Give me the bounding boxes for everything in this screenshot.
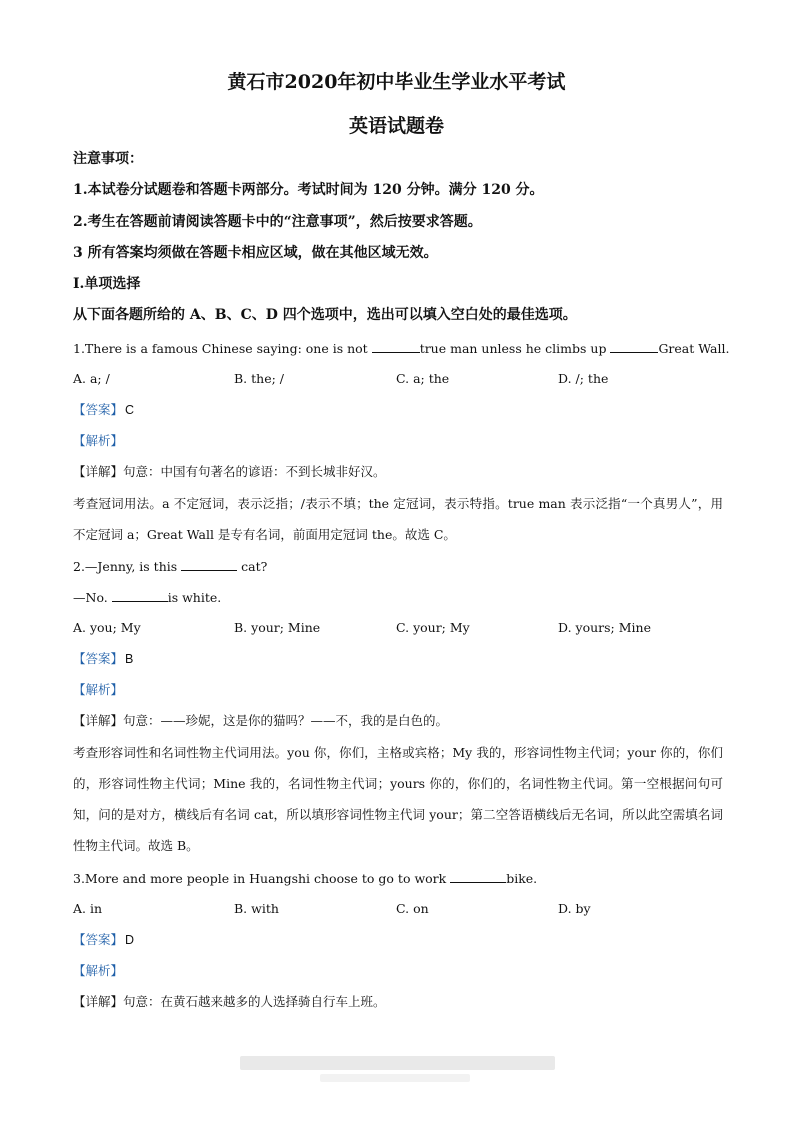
notice-item-1: 1.本试卷分试题卷和答题卡两部分。考试时间为 120 分钟。满分 120 分。 xyxy=(73,182,544,198)
question-1-stem xyxy=(73,340,729,357)
question-1-explanation: 考查冠词用法。a 不定冠词，表示泛指；/表示不填；the 定冠词，表示特指。true man 表示泛指“一个真男人”，用不定冠词 a；Great Wall 是专有名词，前面用定冠词 the。故选 C。 xyxy=(73,496,723,542)
answer-label: 【答案】 xyxy=(73,402,124,417)
question-3-stem xyxy=(73,870,537,887)
question-3-answer-value: D xyxy=(125,933,135,947)
question-1-text-b: true man unless he climbs up xyxy=(419,341,611,356)
question-2-line-1 xyxy=(73,558,267,575)
answer-label: 【答案】 xyxy=(73,651,124,666)
question-2-option-d: D. yours; Mine xyxy=(558,620,651,635)
question-3-text-b: bike. xyxy=(506,871,538,886)
question-1-option-b: B. the; / xyxy=(234,371,284,386)
question-2-explanation: 考查形容词性和名词性物主代词用法。you 你，你们，主格或宾格；My 我的，形容词性物主代词；your 你的，你们的，形容词性物主代词；Mine 我的，名词性物主代词；yours 你的，你们的，名词性物主代词。第一空根据问句可知，问的是对方，横线后有名词 cat，所以填形容词性物主代词 your；第二空答语横线后无名词，所以此空需填名词性物主代词。故选 B。 xyxy=(73,745,723,853)
question-1-blank-2 xyxy=(610,340,658,353)
question-1-option-d: D. /; the xyxy=(558,371,609,386)
analysis-label: 【解析】 xyxy=(73,682,124,697)
question-3-answer xyxy=(73,932,134,948)
question-1-text-c: Great Wall. xyxy=(658,341,730,356)
question-3-blank xyxy=(450,870,506,883)
detail-label: 【详解】 xyxy=(73,713,124,728)
question-1-analysis xyxy=(73,433,123,449)
question-3-option-a: A. in xyxy=(73,901,103,916)
detail-label: 【详解】 xyxy=(73,994,124,1009)
question-2-line-1-text-a: 2.—Jenny, is this xyxy=(73,559,182,574)
blurred-footer-watermark xyxy=(240,1056,555,1070)
analysis-label: 【解析】 xyxy=(73,963,124,978)
question-2-option-c: C. your; My xyxy=(396,620,470,635)
answer-label: 【答案】 xyxy=(73,932,124,947)
question-3-option-d: D. by xyxy=(558,901,591,916)
question-1-detail xyxy=(73,464,386,480)
notice-item-2: 2.考生在答题前请阅读答题卡中的“注意事项”，然后按要求答题。 xyxy=(73,214,482,230)
question-2-blank-2 xyxy=(112,589,168,602)
question-1-answer-value: C xyxy=(125,403,135,417)
question-2-option-a: A. you; My xyxy=(73,620,141,635)
question-2-line-2-text-a: —No. xyxy=(73,590,112,605)
question-2-answer-value: B xyxy=(125,652,134,666)
question-2-line-1-text-b: cat? xyxy=(237,559,268,574)
section-heading: I.单项选择 xyxy=(73,276,141,292)
question-2-option-b: B. your; Mine xyxy=(234,620,321,635)
section-instruction: 从下面各题所给的 A、B、C、D 四个选项中，选出可以填入空白处的最佳选项。 xyxy=(73,307,577,323)
exam-title: 黄石市2020年初中毕业生学业水平考试 xyxy=(227,71,566,93)
question-2-detail-text: 句意：——珍妮，这是你的猫吗？——不，我的是白色的。 xyxy=(123,713,449,728)
question-3-option-c: C. on xyxy=(396,901,429,916)
exam-subtitle: 英语试题卷 xyxy=(348,115,444,137)
question-1-option-a: A. a; / xyxy=(73,371,110,386)
question-2-line-2-text-b: is white. xyxy=(167,590,222,605)
question-1-answer xyxy=(73,402,134,418)
blurred-footer-watermark-line-2 xyxy=(320,1074,470,1082)
question-2-blank-1 xyxy=(181,558,237,571)
analysis-label: 【解析】 xyxy=(73,433,124,448)
question-2-analysis xyxy=(73,682,123,698)
question-1-text-a: 1.There is a famous Chinese saying: one is not xyxy=(73,341,372,356)
question-3-text-a: 3.More and more people in Huangshi choose to go to work xyxy=(73,871,451,886)
question-1-blank-1 xyxy=(372,340,420,353)
question-1-detail-text: 句意：中国有句著名的谚语：不到长城非好汉。 xyxy=(123,464,386,479)
question-2-answer xyxy=(73,651,133,667)
detail-label: 【详解】 xyxy=(73,464,124,479)
question-3-analysis xyxy=(73,963,123,979)
notice-heading: 注意事项： xyxy=(73,151,143,167)
question-3-detail-text: 句意：在黄石越来越多的人选择骑自行车上班。 xyxy=(123,994,386,1009)
notice-item-3: 3 所有答案均须做在答题卡相应区域，做在其他区域无效。 xyxy=(73,245,438,261)
question-2-detail xyxy=(73,713,448,729)
question-3-option-b: B. with xyxy=(234,901,279,916)
question-2-line-2 xyxy=(73,589,221,606)
question-1-option-c: C. a; the xyxy=(396,371,450,386)
question-3-detail xyxy=(73,994,386,1010)
